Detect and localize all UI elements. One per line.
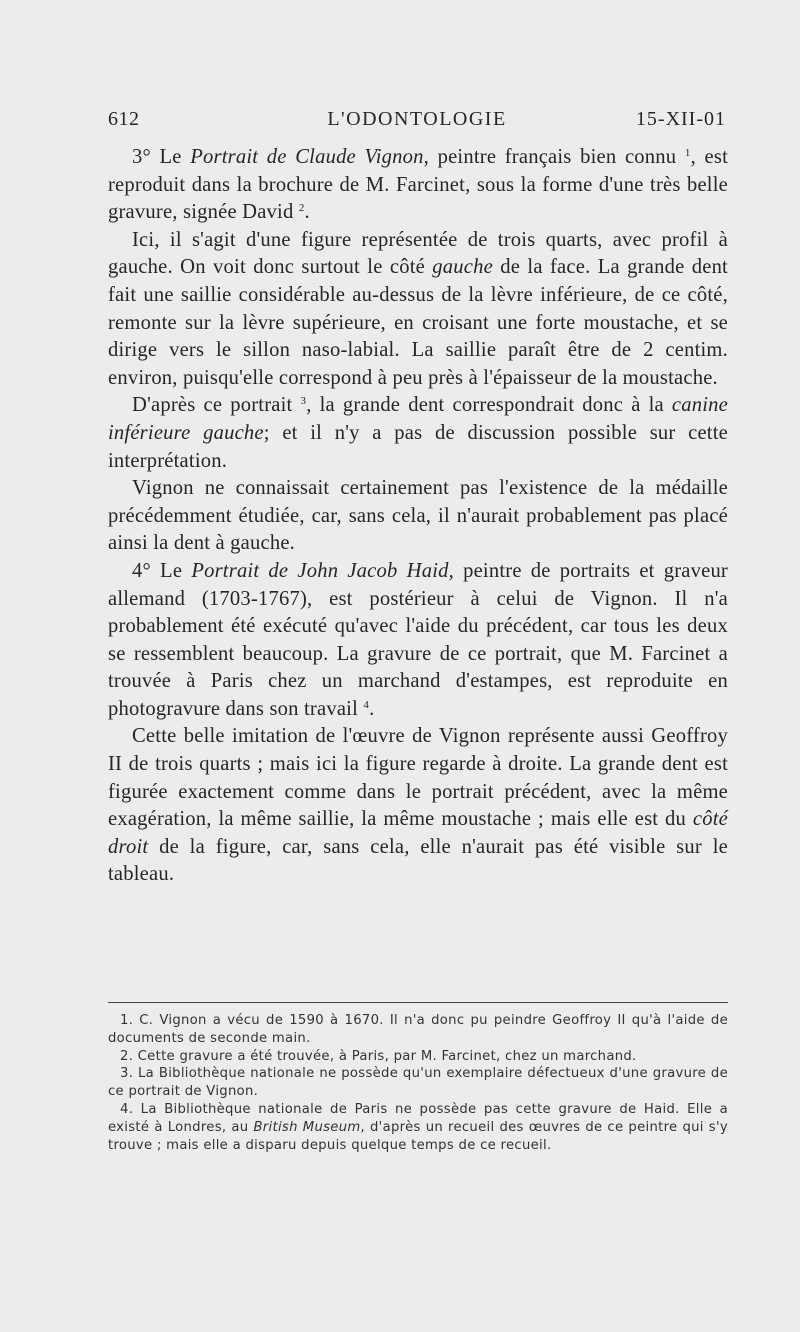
footnote-ref: 2 bbox=[298, 202, 305, 215]
text-run: D'après ce portrait bbox=[132, 394, 301, 417]
text-run: 3° Le bbox=[132, 146, 191, 168]
footnote bbox=[108, 1065, 728, 1101]
paragraph bbox=[108, 227, 728, 393]
italic-text: British Museum bbox=[253, 1119, 361, 1135]
text-run: Vignon ne connaissait certainement pas l'existence de la médaille précédemment étudiée, car, sans cela, il n'aurait probablement pas placé ainsi la dent à gauche. bbox=[108, 477, 728, 555]
italic-text: Portrait de John Jacob Haid, bbox=[191, 559, 454, 582]
text-run: , la grande dent correspondrait donc à la bbox=[306, 394, 672, 417]
text-run: de la figure, car, sans cela, elle n'aurait pas été visible sur le tableau. bbox=[108, 835, 728, 886]
text-run: peintre de portraits et graveur allemand (1703-1767), est postérieur à celui de Vignon. Il n'a probablement été exécuté qu'avec l'aide du précédent, car tous les deux se ressemblent beaucoup. La gravure de ce portrait, que M. Farcinet a trouvée à Paris chez un marchand d'estampes, est reproduite en photogravure dans son travail bbox=[108, 559, 728, 720]
footnote bbox=[108, 1101, 728, 1154]
italic-text: Portrait de Claude Vignon bbox=[190, 146, 424, 168]
paragraph bbox=[108, 144, 728, 227]
text-run: 4. La Bibliothèque nationale de Paris ne possède pas cette gravure de Haid. Elle a existé à Londres, au bbox=[108, 1101, 728, 1135]
footnote-ref: 3 bbox=[300, 395, 307, 408]
page-number: 612 bbox=[108, 108, 140, 130]
paragraph bbox=[108, 558, 728, 724]
footnote-ref: 4 bbox=[363, 698, 370, 711]
paragraph bbox=[108, 723, 728, 889]
text-run: , d'après un recueil des œuvres de ce peintre qui s'y trouve ; mais elle a disparu depuis quelque temps de ce recueil. bbox=[108, 1119, 728, 1153]
body-text bbox=[108, 144, 728, 889]
text-run: Cette belle imitation de l'œuvre de Vignon représente aussi Geoffroy II de trois quarts ; mais ici la figure regarde à droite. La grande dent est figurée exactement comme dans le portrait précédent, avec la même exagération, la même saillie, la même moustache ; mais elle est du bbox=[108, 725, 728, 831]
footnote-divider bbox=[108, 1002, 728, 1003]
text-run: . bbox=[304, 201, 310, 224]
text-run: . bbox=[369, 697, 375, 720]
running-title: L'ODONTOLOGIE bbox=[327, 108, 507, 130]
footnote bbox=[108, 1012, 728, 1048]
text-run: 3. La Bibliothèque nationale ne possède qu'un exemplaire défectueux d'une gravure de ce portrait de Vignon. bbox=[108, 1066, 728, 1100]
text-run: , peintre français bien connu bbox=[423, 146, 685, 168]
running-header bbox=[108, 108, 726, 138]
text-run: ; et il n'y a pas de discussion possible sur cette interprétation. bbox=[108, 421, 728, 472]
italic-text: canine inférieure gauche bbox=[108, 394, 728, 444]
text-run: de la face. La grande dent fait une saillie considérable au-dessus de la lèvre inférieure, de ce côté, remonte sur la lèvre supérieure, en croisant une forte moustache, et se dirige vers le sillon naso-labial. La saillie paraît être de 2 centim. environ, puisqu'elle correspond à peu près à l'épaisseur de la moustache. bbox=[108, 256, 728, 389]
text-run: 2. Cette gravure a été trouvée, à Paris, par M. Farcinet, chez un marchand. bbox=[120, 1048, 637, 1064]
text-run: , est reproduit dans la brochure de M. Farcinet, sous la forme d'une très belle gravure, signée David bbox=[108, 146, 728, 224]
paragraph bbox=[108, 392, 728, 475]
issue-date: 15-XII-01 bbox=[635, 108, 726, 130]
text-run: 1. C. Vignon a vécu de 1590 à 1670. Il n'a donc pu peindre Geoffroy II qu'à l'aide de documents de seconde main. bbox=[108, 1013, 728, 1046]
footnote-ref: 1 bbox=[684, 147, 691, 159]
italic-text: côté droit bbox=[108, 808, 728, 858]
footnotes bbox=[108, 1012, 728, 1154]
footnote bbox=[108, 1048, 728, 1066]
text-run: Ici, il s'agit d'une figure représentée de trois quarts, avec profil à gauche. On voit donc surtout le côté bbox=[108, 228, 728, 279]
text-run: 4° Le bbox=[132, 559, 192, 582]
italic-text: gauche bbox=[432, 256, 493, 279]
paragraph bbox=[108, 475, 728, 558]
